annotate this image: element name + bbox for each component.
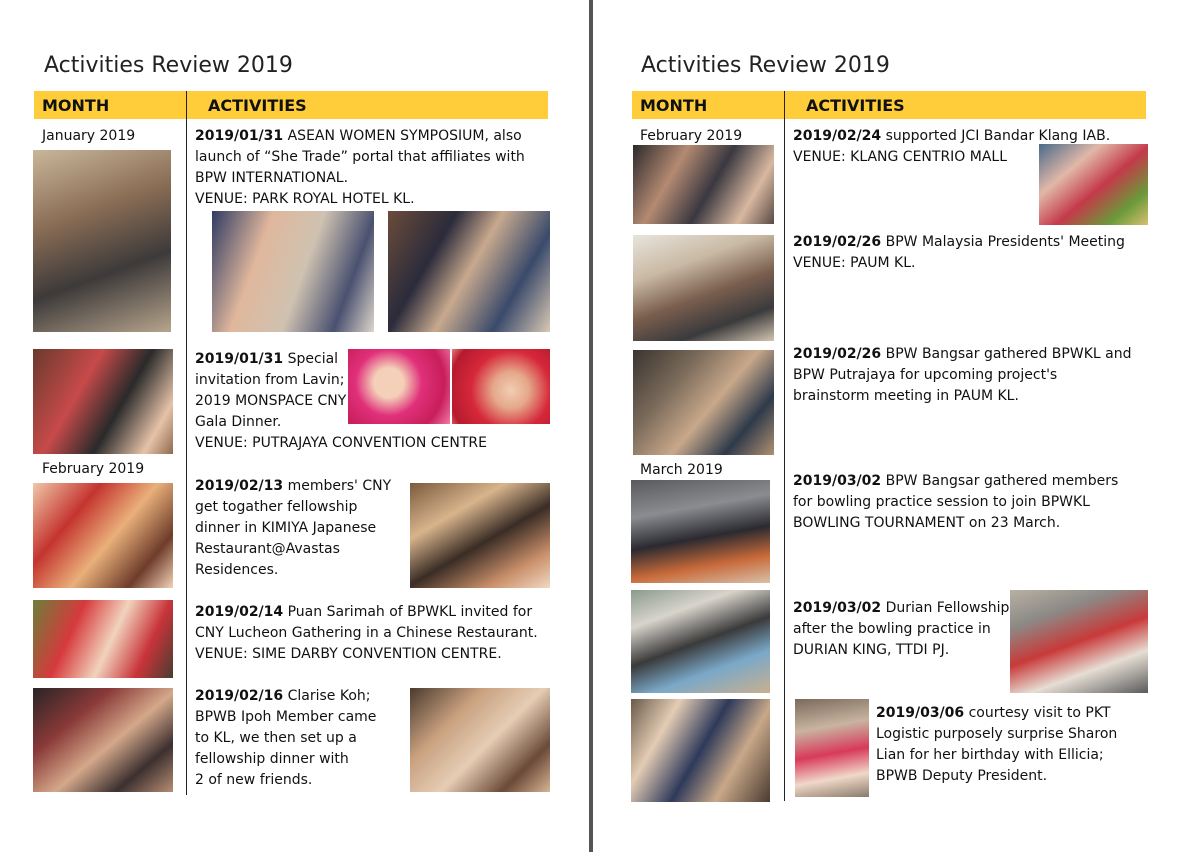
event-photo (633, 350, 774, 455)
event-photo (795, 699, 869, 797)
event-photo (212, 211, 374, 332)
month-label-march: March 2019 (640, 462, 723, 478)
table-header (34, 91, 548, 119)
event-photo (631, 590, 770, 693)
activity-entry: 2019/02/24 supported JCI Bandar Klang IAB. VENUE: KLANG CENTRIO MALL (793, 128, 1111, 165)
event-photo (633, 145, 774, 224)
event-photo (33, 688, 173, 792)
activity-date: 2019/02/13 (195, 478, 284, 494)
event-photo (1010, 590, 1148, 693)
activity-date: 2019/01/31 (195, 128, 284, 144)
event-photo (33, 483, 173, 588)
activity-date: 2019/02/26 (793, 234, 882, 250)
activity-entry: 2019/03/06 courtesy visit to PKT Logistic purposely surprise Sharon Lian for her birthday with Ellicia; BPWB Deputy President. (876, 705, 1118, 784)
left-page (0, 0, 590, 852)
event-photo (1039, 144, 1148, 225)
month-label-january: January 2019 (42, 128, 136, 144)
activity-date: 2019/01/31 (195, 351, 284, 367)
activity-entry: 2019/03/02 BPW Bangsar gathered members for bowling practice session to join BPWKL BOWLING TOURNAMENT on 23 March. (793, 473, 1119, 531)
activity-date: 2019/02/26 (793, 346, 882, 362)
activity-entry: 2019/02/16 Clarise Koh; BPWB Ipoh Member came to KL, we then set up a fellowship dinner with 2 of new friends. (195, 688, 377, 788)
month-label-february: February 2019 (640, 128, 743, 144)
event-photo (633, 235, 774, 341)
month-column-header: MONTH (42, 96, 110, 115)
activity-date: 2019/03/02 (793, 600, 882, 616)
event-photo (452, 349, 550, 424)
activity-entry: 2019/01/31 Special invitation from Lavin; 2019 MONSPACE CNY Gala Dinner. VENUE: PUTRAJAYA CONVENTION CENTRE (195, 351, 488, 451)
activities-column-header: ACTIVITIES (208, 96, 307, 115)
event-photo (410, 483, 550, 588)
activity-date: 2019/03/02 (793, 473, 882, 489)
page-title: Activities Review 2019 (641, 53, 890, 78)
right-page (596, 0, 1183, 852)
activity-date: 2019/02/24 (793, 128, 882, 144)
activity-date: 2019/02/14 (195, 604, 284, 620)
activity-date: 2019/03/06 (876, 705, 965, 721)
activity-entry: 2019/02/13 members' CNY get togather fellowship dinner in KIMIYA Japanese Restaurant@Avastas Residences. (195, 478, 392, 578)
activity-entry: 2019/02/26 BPW Bangsar gathered BPWKL and BPW Putrajaya for upcoming project's brainstorm meeting in PAUM KL. (793, 346, 1132, 404)
month-column-header: MONTH (640, 96, 708, 115)
event-photo (33, 600, 173, 678)
activity-date: 2019/02/16 (195, 688, 284, 704)
column-divider (784, 91, 785, 801)
column-divider (186, 91, 187, 795)
event-photo (388, 211, 550, 332)
event-photo (33, 150, 171, 332)
month-label-february: February 2019 (42, 461, 145, 477)
activity-entry: 2019/02/26 BPW Malaysia Presidents' Meeting VENUE: PAUM KL. (793, 234, 1125, 271)
activities-column-header: ACTIVITIES (806, 96, 905, 115)
event-photo (348, 349, 450, 424)
event-photo (631, 699, 770, 802)
event-photo (631, 480, 770, 583)
event-photo (33, 349, 173, 454)
event-photo (410, 688, 550, 792)
activity-entry: 2019/03/02 Durian Fellowship after the bowling practice in DURIAN KING, TTDI PJ. (793, 600, 1010, 658)
table-header (632, 91, 1146, 119)
page-title: Activities Review 2019 (44, 53, 293, 78)
activity-entry: 2019/02/14 Puan Sarimah of BPWKL invited for CNY Lucheon Gathering in a Chinese Restaurant. VENUE: SIME DARBY CONVENTION CENTRE. (195, 604, 538, 662)
activity-entry: 2019/01/31 ASEAN WOMEN SYMPOSIUM, also launch of “She Trade” portal that affiliates with BPW INTERNATIONAL. VENUE: PARK ROYAL HOTEL KL. (195, 128, 525, 207)
